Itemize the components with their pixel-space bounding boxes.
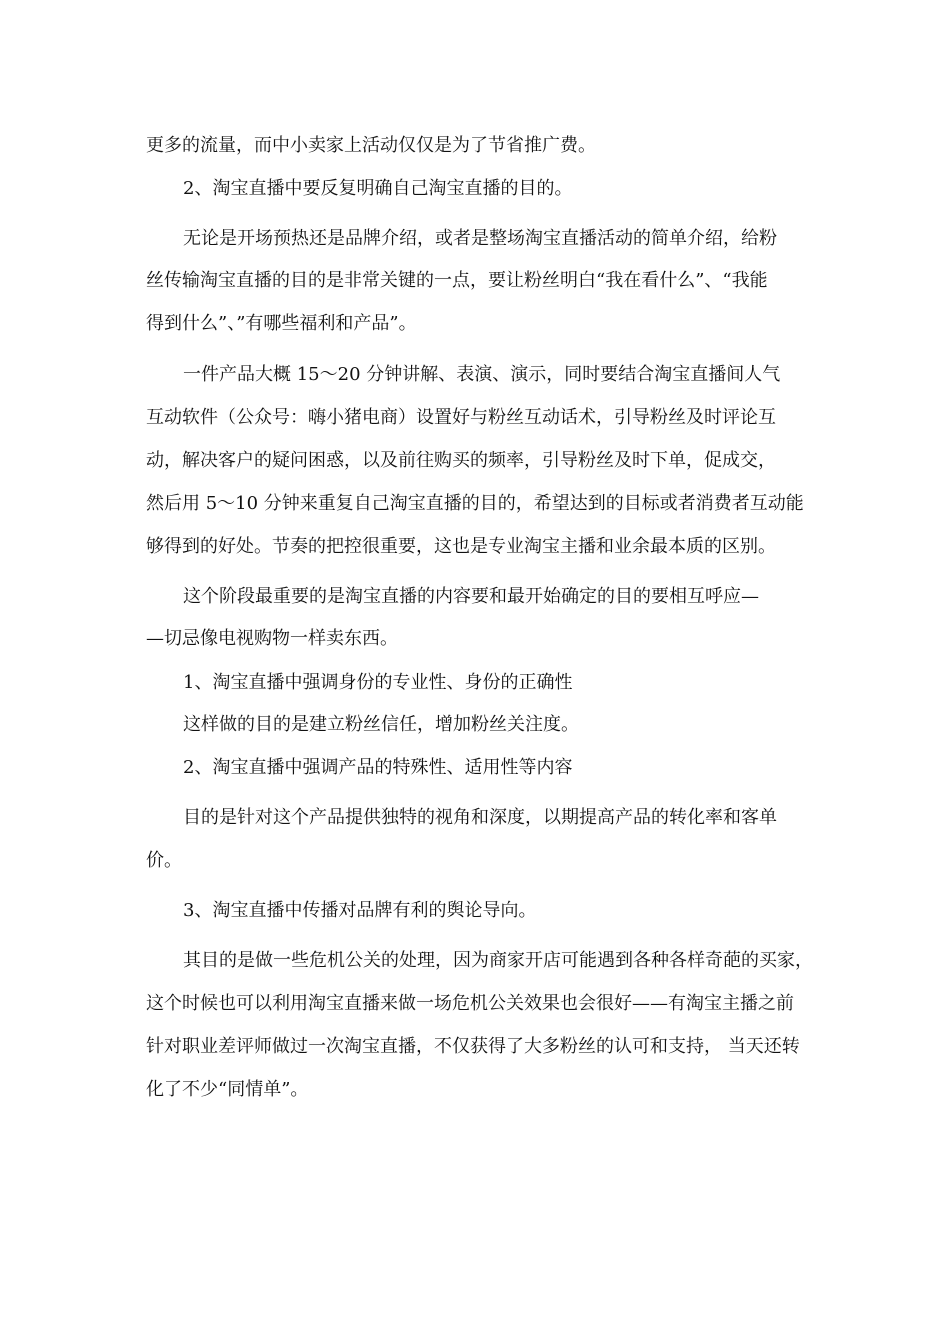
text-line: —切忌像电视购物一样卖东西。	[146, 628, 398, 649]
text-line: 这样做的目的是建立粉丝信任，增加粉丝关注度。	[183, 714, 579, 735]
text-line: 这个时候也可以利用淘宝直播来做一场危机公关效果也会很好——有淘宝主播之前	[146, 993, 794, 1014]
text-line: 动，解决客户的疑问困惑，以及前往购买的频率，引导粉丝及时下单，促成交，	[146, 450, 776, 471]
text-line: 无论是开场预热还是品牌介绍，或者是整场淘宝直播活动的简单介绍，给粉	[183, 228, 777, 249]
text-line: 2、淘宝直播中要反复明确自己淘宝直播的目的。	[183, 178, 573, 199]
text-line: 丝传输淘宝直播的目的是非常关键的一点，要让粉丝明白“我在看什么”、“我能	[146, 270, 768, 291]
text-line: 这个阶段最重要的是淘宝直播的内容要和最开始确定的目的要相互呼应—	[183, 586, 759, 607]
text-line: 其目的是做一些危机公关的处理，因为商家开店可能遇到各种各样奇葩的买家，	[183, 950, 813, 971]
text-line: 然后用 5～10 分钟来重复自己淘宝直播的目的，希望达到的目标或者消费者互动能	[146, 493, 804, 514]
text-line: 价。	[146, 850, 182, 871]
text-line: 1、淘宝直播中强调身份的专业性、身份的正确性	[183, 672, 573, 693]
text-line: 一件产品大概 15～20 分钟讲解、表演、演示，同时要结合淘宝直播间人气	[183, 364, 781, 385]
text-line: 目的是针对这个产品提供独特的视角和深度，以期提高产品的转化率和客单	[183, 807, 777, 828]
text-line: 3、淘宝直播中传播对品牌有利的舆论导向。	[183, 900, 537, 921]
text-line: 2、淘宝直播中强调产品的特殊性、适用性等内容	[183, 757, 573, 778]
text-line: 更多的流量，而中小卖家上活动仅仅是为了节省推广费。	[146, 135, 596, 156]
text-line: 针对职业差评师做过一次淘宝直播，不仅获得了大多粉丝的认可和支持， 当天还转	[146, 1036, 800, 1057]
text-line: 互动软件（公众号：嗨小猪电商）设置好与粉丝互动话术，引导粉丝及时评论互	[146, 407, 776, 428]
text-line: 够得到的好处。节奏的把控很重要，这也是专业淘宝主播和业余最本质的区别。	[146, 536, 776, 557]
text-line: 化了不少“同情单”。	[146, 1079, 309, 1100]
text-line: 得到什么”、”有哪些福利和产品”。	[146, 313, 417, 334]
